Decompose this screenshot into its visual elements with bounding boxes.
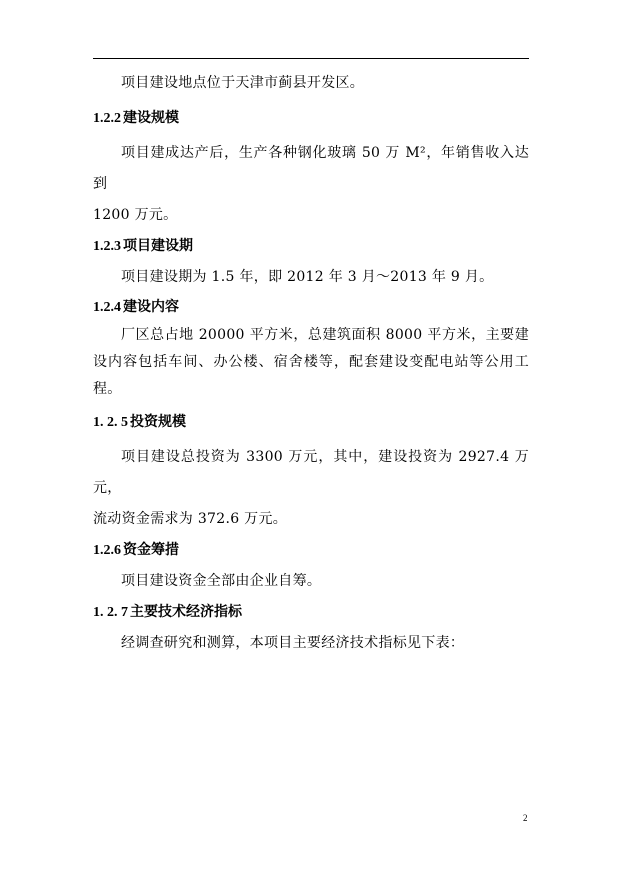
section-title: 资金筹措 <box>123 542 179 558</box>
header-rule <box>93 58 529 59</box>
intro-paragraph: 项目建设地点位于天津市蓟县开发区。 <box>121 75 365 91</box>
section-number: 1. 2. 5 <box>93 415 128 430</box>
page-number: 2 <box>523 813 528 823</box>
section-heading-1-2-7 <box>93 597 529 628</box>
section-paragraph: 项目建设总投资为 3300 万元，其中，建设投资为 2927.4 万元， <box>93 449 529 496</box>
section-paragraph: 经调查研究和测算，本项目主要经济技术指标见下表： <box>121 635 465 651</box>
section-paragraph-cont: 流动资金需求为 372.6 万元。 <box>93 511 288 527</box>
section-heading-1-2-5 <box>93 407 529 438</box>
section-heading-1-2-4 <box>93 293 529 322</box>
section-number: 1.2.2 <box>93 111 121 126</box>
section-number: 1.2.3 <box>93 239 121 254</box>
section-title: 建设规模 <box>123 110 179 126</box>
section-paragraph: 项目建成达产后，生产各种钢化玻璃 50 万 M²，年销售收入达到 <box>93 145 529 192</box>
section-paragraph: 项目建设资金全部由企业自筹。 <box>121 573 322 589</box>
section-paragraph: 项目建设期为 1.5 年，即 2012 年 3 月～2013 年 9 月。 <box>121 269 494 285</box>
section-number: 1. 2. 7 <box>93 605 128 620</box>
section-title: 建设内容 <box>123 299 179 315</box>
section-heading-1-2-3 <box>93 231 529 262</box>
section-number: 1.2.4 <box>93 300 121 315</box>
section-title: 主要技术经济指标 <box>130 604 242 620</box>
section-title: 项目建设期 <box>123 238 193 254</box>
section-heading-1-2-2 <box>93 103 529 134</box>
section-paragraph: 厂区总占地 20000 平方米，总建筑面积 8000 平方米，主要建设内容包括车间、办公楼、宿舍楼等，配套建设变配电站等公用工程。 <box>93 327 529 397</box>
section-heading-1-2-6 <box>93 535 529 566</box>
section-number: 1.2.6 <box>93 543 121 558</box>
document-body <box>93 68 529 659</box>
section-title: 投资规模 <box>130 414 186 430</box>
section-paragraph-cont: 1200 万元。 <box>93 207 178 223</box>
